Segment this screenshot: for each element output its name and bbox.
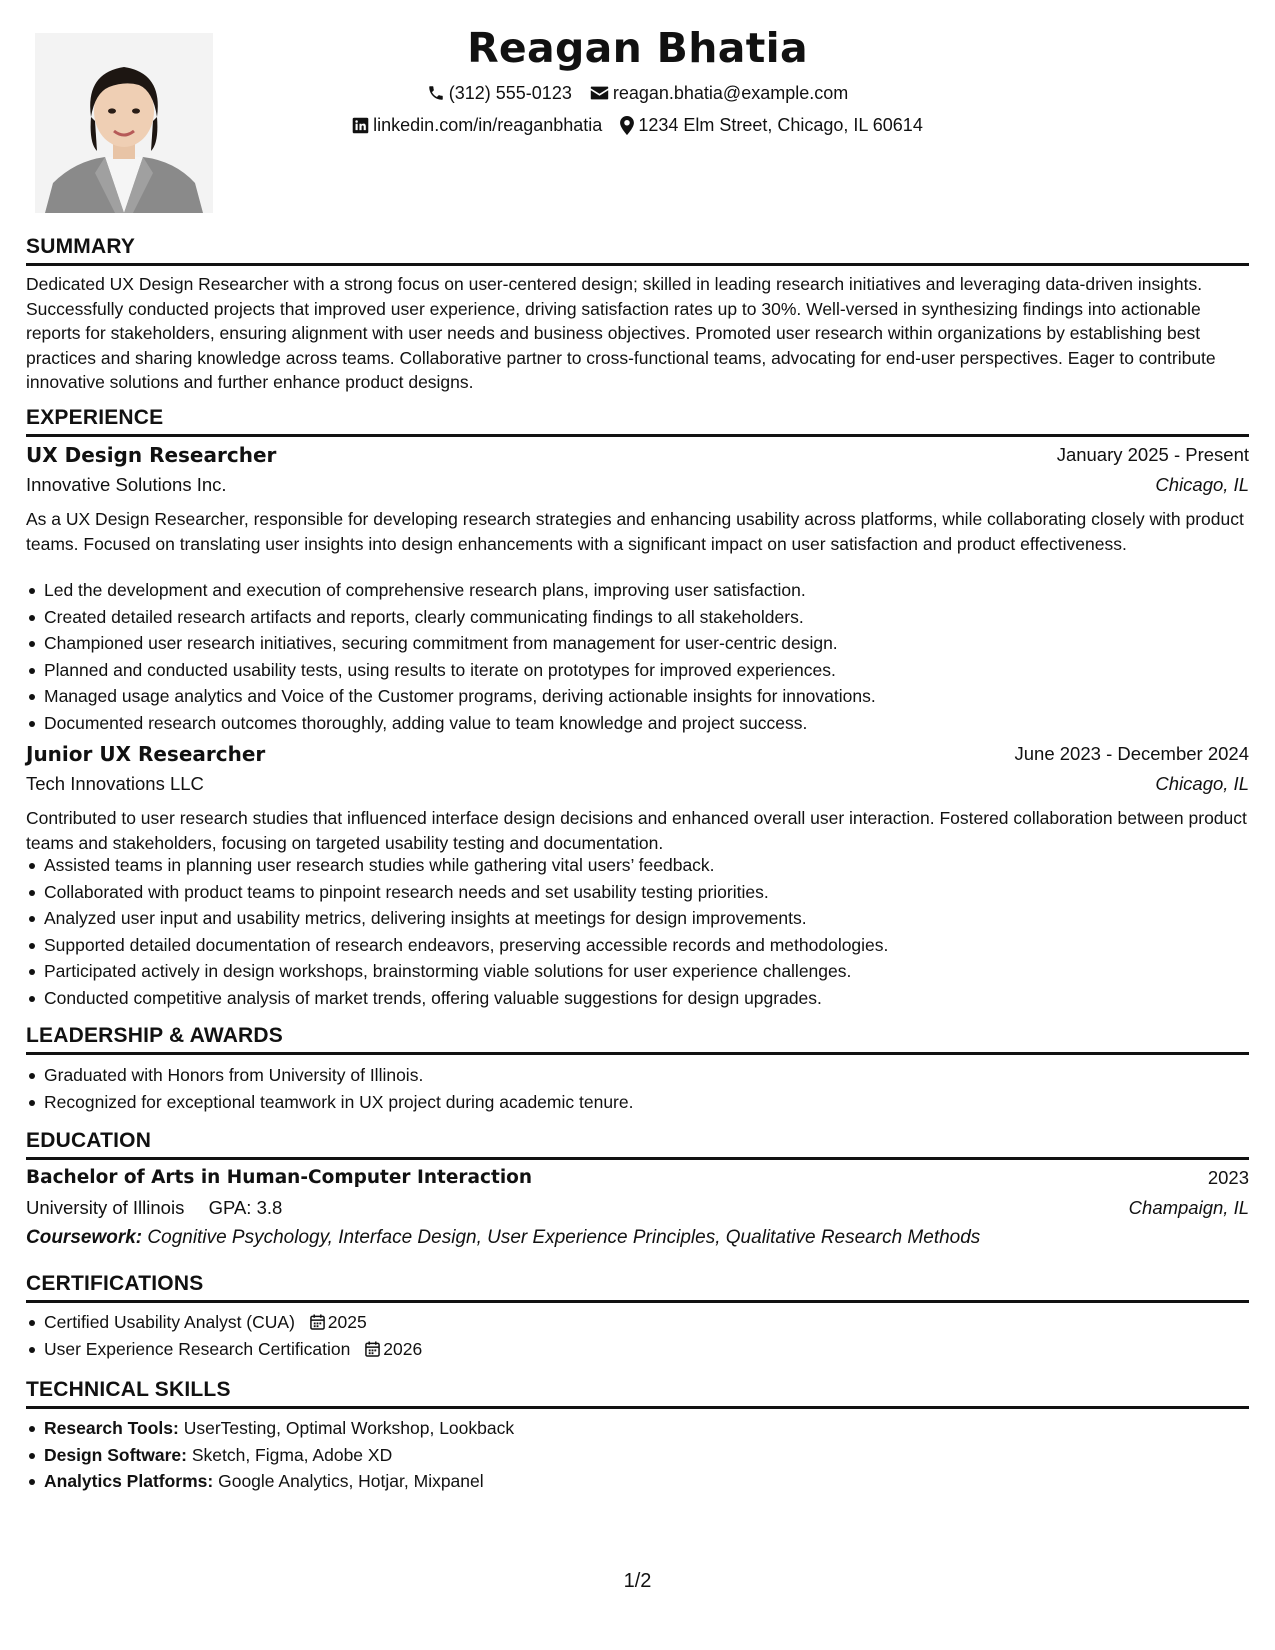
list-item: Documented research outcomes thoroughly, adding value to team knowledge and project success. <box>26 710 1249 737</box>
list-item: Analyzed user input and usability metrics, delivering insights at meetings for design improvements. <box>26 905 1249 932</box>
list-item: Participated actively in design workshops, brainstorming viable solutions for user experience challenges. <box>26 958 1249 985</box>
certification-year: 2025 <box>327 1312 367 1332</box>
street-address: 1234 Elm Street, Chicago, IL 60614 <box>638 115 923 135</box>
list-item <box>26 1309 1249 1336</box>
skill-values: Sketch, Figma, Adobe XD <box>191 1444 393 1465</box>
contact-line-2 <box>26 113 1249 137</box>
list-item: Collaborated with product teams to pinpoint research needs and set usability testing priorities. <box>26 879 1249 906</box>
phone-icon <box>427 84 445 102</box>
leadership-list <box>26 1062 1249 1115</box>
candidate-name: Reagan Bhatia <box>467 24 808 72</box>
list-item: Led the development and execution of comprehensive research plans, improving user satisfaction. <box>26 577 1249 604</box>
certifications-heading: CERTIFICATIONS <box>26 1271 1249 1303</box>
job-title: UX Design Researcher <box>26 443 277 467</box>
list-item: Conducted competitive analysis of market trends, offering valuable suggestions for design upgrades. <box>26 985 1249 1012</box>
phone-contact <box>427 81 572 105</box>
coursework-label: Coursework: <box>26 1227 143 1248</box>
coursework-list: Cognitive Psychology, Interface Design, User Experience Principles, Qualitative Research Methods <box>147 1227 981 1248</box>
list-item: Championed user research initiatives, securing commitment from management for user-centric design. <box>26 630 1249 657</box>
address-contact <box>620 113 923 137</box>
email-address[interactable]: reagan.bhatia@example.com <box>612 83 849 103</box>
job-bullets <box>26 577 1249 737</box>
contact-line-1 <box>26 81 1249 105</box>
job-description: Contributed to user research studies that influenced interface design decisions and enhanced overall user interaction. Fostered collaboration between product teams and stakeholders, focusing on targeted usability testing and documentation. <box>26 808 1247 853</box>
summary-heading: SUMMARY <box>26 234 1249 266</box>
calendar-icon <box>310 1314 325 1330</box>
company-name: Tech Innovations LLC <box>26 773 204 794</box>
skill-values: UserTesting, Optimal Workshop, Lookback <box>183 1418 515 1438</box>
degree-name: Bachelor of Arts in Human-Computer Interaction <box>26 1167 533 1188</box>
linkedin-url[interactable]: linkedin.com/in/reaganbhatia <box>373 115 603 135</box>
school-location: Champaign, IL <box>1128 1197 1249 1218</box>
job-dates: June 2023 - December 2024 <box>1014 743 1249 764</box>
resume-page <box>26 0 1249 1650</box>
job-location: Chicago, IL <box>1155 474 1249 495</box>
graduation-year: 2023 <box>1207 1167 1249 1188</box>
school-name: University of Illinois <box>26 1197 185 1218</box>
company-name: Innovative Solutions Inc. <box>26 474 227 495</box>
certification-name: User Experience Research Certification <box>44 1338 351 1359</box>
certifications-list <box>26 1309 1249 1362</box>
skill-category: Design Software: <box>44 1444 187 1465</box>
list-item <box>26 1336 1249 1363</box>
resume-header <box>26 20 1249 137</box>
job-dates: January 2025 - Present <box>1056 444 1249 465</box>
list-item: Assisted teams in planning user research studies while gathering vital users’ feedback. <box>26 852 1249 879</box>
list-item <box>26 1468 1249 1495</box>
experience-heading: EXPERIENCE <box>26 405 1249 437</box>
page-number: 1/2 <box>623 1570 652 1592</box>
list-item: Planned and conducted usability tests, using results to iterate on prototypes for improved experiences. <box>26 657 1249 684</box>
job-description: As a UX Design Researcher, responsible for developing research strategies and enhancing usability across platforms, while collaborating closely with product teams. Focused on translating user insights into design enhancements with a significant impact on user satisfaction and product effectiveness. <box>26 509 1244 554</box>
calendar-icon <box>365 1341 380 1357</box>
list-item <box>26 1415 1249 1442</box>
skills-heading: TECHNICAL SKILLS <box>26 1377 1249 1409</box>
job-bullets <box>26 852 1249 1012</box>
list-item: Graduated with Honors from University of Illinois. <box>26 1062 1249 1089</box>
school-line <box>26 1194 282 1222</box>
education-heading: EDUCATION <box>26 1128 1249 1160</box>
map-pin-icon <box>620 116 634 135</box>
certification-year: 2026 <box>383 1338 423 1359</box>
linkedin-contact[interactable] <box>352 113 602 137</box>
phone-number: (312) 555-0123 <box>448 83 572 103</box>
gpa: GPA: 3.8 <box>208 1197 283 1218</box>
leadership-heading: LEADERSHIP & AWARDS <box>26 1023 1249 1055</box>
list-item: Supported detailed documentation of research endeavors, preserving accessible records and methodologies. <box>26 932 1249 959</box>
summary-text: Dedicated UX Design Researcher with a strong focus on user-centered design; skilled in leading research initiatives and leveraging data-driven insights. Successfully conducted projects that improved user experience, driving satisfaction rates up to 30%. Well-versed in synthesizing findings into actionable reports for stakeholders, ensuring alignment with user needs and business objectives. Promoted user research within organizations by establishing best practices and sharing knowledge across teams. Collaborative partner to cross-functional teams, advocating for end-user perspectives. Eager to contribute innovative solutions and further enhance product designs. <box>26 274 1216 392</box>
certification-name: Certified Usability Analyst (CUA) <box>44 1312 295 1332</box>
skill-category: Research Tools: <box>44 1418 179 1438</box>
job-location: Chicago, IL <box>1155 773 1249 794</box>
email-contact[interactable] <box>590 81 848 105</box>
linkedin-icon <box>352 117 369 134</box>
skills-list <box>26 1415 1249 1495</box>
list-item: Recognized for exceptional teamwork in UX project during academic tenure. <box>26 1089 1249 1116</box>
skill-values: Google Analytics, Hotjar, Mixpanel <box>218 1471 484 1492</box>
list-item <box>26 1442 1249 1469</box>
list-item: Created detailed research artifacts and reports, clearly communicating findings to all stakeholders. <box>26 604 1249 631</box>
envelope-icon <box>590 85 609 101</box>
list-item: Managed usage analytics and Voice of the Customer programs, deriving actionable insights for innovations. <box>26 683 1249 710</box>
skill-category: Analytics Platforms: <box>44 1471 214 1492</box>
job-title: Junior UX Researcher <box>26 742 266 766</box>
coursework-line <box>26 1224 980 1252</box>
